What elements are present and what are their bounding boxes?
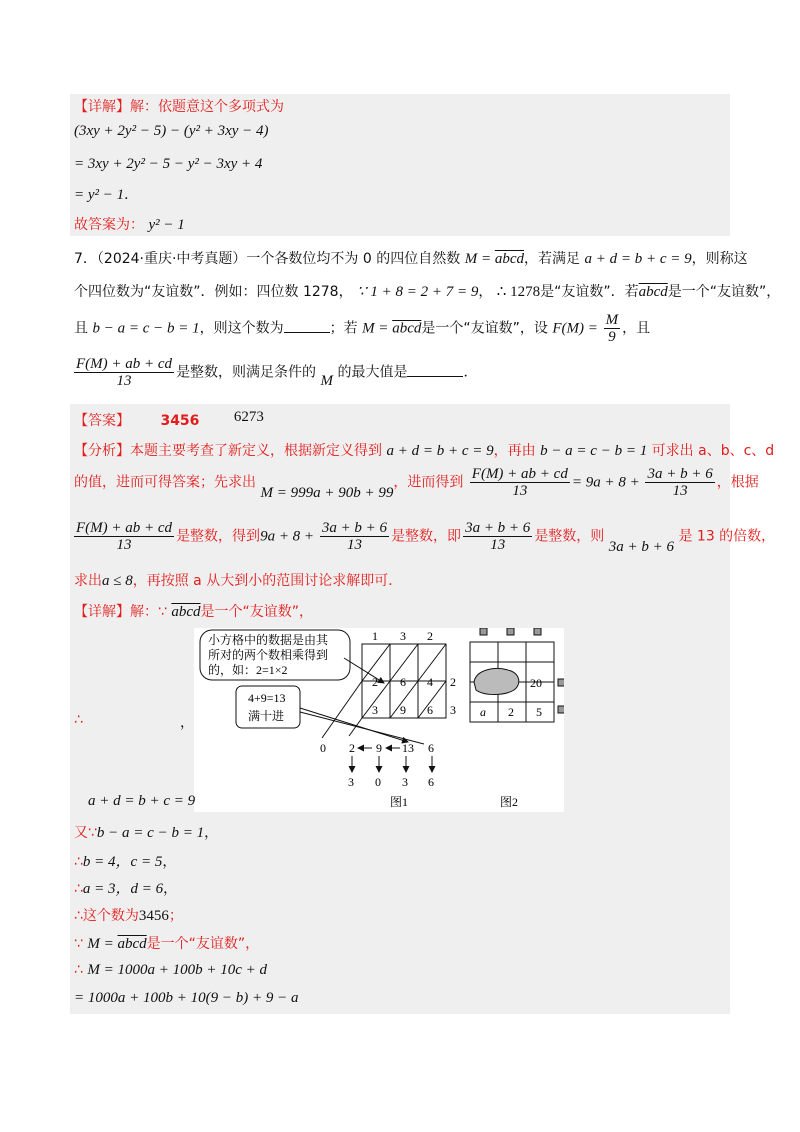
q7-line4-a: 是整数，则满足条件的	[176, 364, 317, 381]
q7-line-1	[74, 248, 748, 268]
analysis-line-1	[74, 440, 774, 460]
q7-fraction-f	[74, 356, 174, 389]
detail-line-4	[74, 877, 177, 898]
analysis-t2: ，再由	[493, 443, 536, 459]
detail-eq: a + d = b + c = 9	[88, 793, 196, 809]
frac-num: F(M) + ab + cd	[76, 356, 173, 372]
fig2-cell-5: 5	[536, 705, 542, 719]
fig2-cell-20: 20	[530, 676, 542, 690]
sum-2: 2	[349, 741, 355, 755]
prev-detail-line	[74, 96, 284, 116]
analysis-frac-4	[320, 520, 389, 553]
detail-l6-a: ∴	[74, 962, 83, 978]
q7-line3-m: M =	[362, 320, 393, 337]
analysis-t3: 可求出 a、b、c、d	[651, 443, 775, 459]
analysis-line-2	[74, 466, 759, 499]
detail-line-8: = 1000a + 100b + 10(9 − b) + 9 − a	[74, 990, 299, 1006]
q7-line2-a: 个四位数为“友谊数”．例如：四位数 1278，	[74, 284, 353, 300]
detail-l1-b: ，	[204, 825, 219, 841]
analysis-line-4	[74, 570, 402, 590]
sum-4: 13	[402, 741, 414, 755]
prev-answer-expr: y² − 1	[148, 217, 185, 233]
cell-r1-c2: 6	[400, 675, 406, 689]
answer-blank-1[interactable]	[284, 320, 330, 333]
analysis-label: 【分析】	[74, 443, 130, 459]
cell-r2-c1: 3	[372, 703, 378, 717]
q7-line1-c: ，则称这	[691, 251, 748, 267]
frac-num: F(M) + ab + cd	[471, 466, 568, 482]
frac-num: 3a + b + 6	[647, 466, 713, 482]
q7-line1-b: ，若满足	[524, 251, 580, 267]
analysis-t8: 是整数，即	[391, 528, 462, 545]
cell-r1-c1: 2	[372, 675, 378, 689]
analysis-frac-2	[645, 466, 714, 499]
sum-3: 9	[376, 741, 382, 755]
cell-r2-c3: 6	[427, 703, 433, 717]
detail-line-2	[74, 822, 218, 842]
q7-line2-c: 是“友谊数”．若	[540, 284, 639, 300]
analysis-m6: 3a + b + 6	[608, 538, 675, 555]
q7-line-3	[74, 312, 650, 345]
analysis-t1: 本题主要考查了新定义，根据新定义得到	[130, 443, 382, 459]
prev-expr-2: = 3xy + 2y² − 5 − y² − 3xy + 4	[74, 156, 263, 172]
therefore-mark: ∴	[74, 712, 83, 728]
detail-t1: 解：	[130, 604, 158, 620]
detail-label: 【详解】	[74, 604, 130, 620]
detail-line-5	[74, 905, 183, 925]
callout-line-3: 的，如：2=1×2	[208, 663, 288, 677]
prev-answer-label: 故答案为：	[74, 217, 144, 233]
callout-line-2: 所对的两个数相乘得到	[208, 648, 329, 662]
analysis-frac-5	[463, 520, 532, 553]
q7-line-4	[74, 356, 477, 389]
analysis-frac-1	[470, 466, 570, 499]
analysis-t4: 的值，进而可得答案；先求出	[74, 474, 256, 491]
result-2: 0	[375, 775, 381, 789]
top-digit-1: 1	[372, 629, 378, 643]
detail-l1-a: 又∵	[74, 825, 97, 841]
figure-caption-2: 图2	[500, 795, 519, 809]
answer-value-2: 6273	[233, 409, 264, 425]
analysis-t9: 是整数，则	[534, 528, 605, 545]
top-digit-2: 3	[400, 629, 406, 643]
q7-line3-c: ；若	[329, 320, 358, 337]
q7-line2-so: ∴ 1278	[496, 284, 541, 300]
analysis-t5: ，进而得到	[393, 474, 464, 491]
frac-den: 13	[346, 537, 362, 553]
callout2-line-1: 4+9=13	[248, 691, 286, 705]
analysis-t6: ，根据	[716, 474, 759, 491]
sum-5: 6	[428, 741, 434, 755]
analysis-t10: 是 13 的倍数，	[678, 528, 776, 545]
analysis-t12: ，再按照 a 从大到小的范围讨论求解即可．	[132, 573, 403, 589]
analysis-t11: 求出	[74, 573, 102, 589]
q7-line-2	[74, 281, 780, 301]
detail-because: ∵	[158, 604, 167, 620]
detail-l4-b: ；	[168, 908, 183, 924]
therefore-comma: ，	[180, 715, 194, 731]
frac-den: 13	[116, 373, 132, 389]
result-1: 3	[348, 775, 354, 789]
q7-fraction-m-over-9	[604, 312, 621, 345]
figure-caption-1: 图1	[390, 795, 409, 809]
frac-den: 9	[608, 329, 616, 345]
q7-line2-because: ∵ 1 + 8 = 2 + 7 = 9	[357, 284, 479, 300]
grid-figure-svg	[194, 628, 564, 812]
q7-line4-c: ．	[463, 364, 478, 381]
detail-abcd: abcd	[171, 604, 201, 620]
sum-1: 0	[320, 741, 326, 755]
detail-l1-m: b − a = c − b = 1	[96, 825, 205, 841]
q7-line1-cond: a + d = b + c = 9	[584, 251, 692, 267]
detail-l5-m: M =	[87, 936, 118, 952]
prev-expr-1: (3xy + 2y² − 5) − (y² + 3xy − 4)	[74, 123, 269, 139]
result-4: 6	[428, 775, 434, 789]
q7-line3-e: ，且	[622, 320, 651, 337]
callout2-line-2: 满十进	[248, 709, 285, 723]
q7-line3-b: ，则这个数为	[199, 320, 284, 337]
q7-line2-b: ，	[478, 284, 493, 300]
analysis-m7: a ≤ 8	[102, 573, 133, 589]
analysis-m4: = 9a + 8 +	[571, 474, 644, 491]
frac-num: 3a + b + 6	[465, 520, 531, 536]
detail-l4-a: ∴这个数为	[74, 908, 139, 924]
detail-l2-m: b = 4，c = 5	[82, 854, 163, 870]
q7-line3-d: 是一个“友谊数”，设	[421, 320, 548, 337]
detail-text: 解：依题意这个多项式为	[130, 99, 284, 115]
frac-num: 3a + b + 6	[321, 520, 388, 536]
detail-line-1	[74, 601, 313, 621]
analysis-frac-3	[74, 520, 174, 553]
cell-r1-c3: 4	[427, 675, 433, 689]
q7-line1-m: M =	[464, 251, 495, 267]
q7-line3-a: 且	[74, 320, 88, 337]
q7-line2-abcd: abcd	[638, 284, 668, 300]
frac-num: M	[605, 312, 619, 328]
right-digit-1: 2	[450, 675, 456, 689]
prev-expr-3	[74, 184, 138, 204]
fig2-cell-a: a	[480, 705, 486, 719]
analysis-m2: b − a = c − b = 1	[540, 443, 648, 459]
q7-line4-b: 的最大值是	[337, 364, 408, 381]
analysis-m5: 9a + 8 +	[260, 528, 318, 545]
q7-line1-a: 7．（2024·重庆·中考真题）一个各数位均不为 0 的四位自然数	[74, 251, 461, 267]
prev-expr-3-math: = y² − 1	[74, 187, 125, 203]
cell-r2-c2: 9	[400, 703, 406, 717]
detail-t2: 是一个“友谊数”，	[200, 604, 314, 620]
analysis-line-3	[74, 520, 775, 553]
detail-l3-m: a = 3，d = 6	[82, 881, 164, 897]
answer-value-1: 3456	[160, 413, 200, 429]
prev-answer-line	[74, 214, 185, 234]
frac-den: 13	[490, 537, 506, 553]
detail-l4-m: 3456	[138, 908, 169, 924]
q7-line2-d: 是一个“友谊数”，	[667, 284, 781, 300]
analysis-m3: M = 999a + 90b + 99	[260, 484, 394, 501]
q7-line3-f: F(M) =	[552, 320, 602, 337]
answer-blank-2[interactable]	[407, 364, 463, 377]
multiplication-grid-figure	[194, 628, 564, 812]
frac-den: 13	[512, 483, 528, 499]
detail-l3-b: ，	[163, 881, 178, 897]
analysis-t7: 是整数，得到	[176, 528, 261, 545]
frac-num: F(M) + ab + cd	[76, 520, 173, 536]
callout-line-1: 小方格中的数据是由其	[208, 633, 329, 647]
detail-l3-a: ∴	[74, 881, 83, 897]
detail-l2-b: ，	[162, 854, 177, 870]
right-digit-2: 3	[450, 703, 456, 717]
detail-line-6	[74, 933, 259, 953]
q7-line4-m: M	[320, 372, 334, 389]
analysis-m1: a + d = b + c = 9	[386, 443, 494, 459]
frac-den: 13	[672, 483, 688, 499]
prev-expr-3-tail: ．	[124, 187, 139, 203]
answer-line	[74, 410, 264, 430]
detail-l5-a: ∵	[74, 936, 83, 952]
frac-den: 13	[116, 537, 132, 553]
detail-l2-a: ∴	[74, 854, 83, 870]
q7-line3-cond: b − a = c − b = 1	[92, 320, 200, 337]
detail-l5-abcd: abcd	[117, 936, 147, 952]
q7-line3-abcd: abcd	[392, 320, 422, 337]
detail-line-7	[74, 962, 267, 979]
detail-line-3	[74, 850, 176, 871]
fig2-cell-2: 2	[508, 705, 514, 719]
top-digit-3: 2	[427, 629, 433, 643]
result-3: 3	[402, 775, 408, 789]
q7-line1-abcd: abcd	[494, 251, 524, 267]
detail-l5-b: 是一个“友谊数”，	[146, 936, 260, 952]
answer-label: 【答案】	[74, 413, 130, 429]
detail-label: 【详解】	[74, 99, 130, 115]
detail-l6-m: M = 1000a + 100b + 10c + d	[87, 962, 268, 978]
